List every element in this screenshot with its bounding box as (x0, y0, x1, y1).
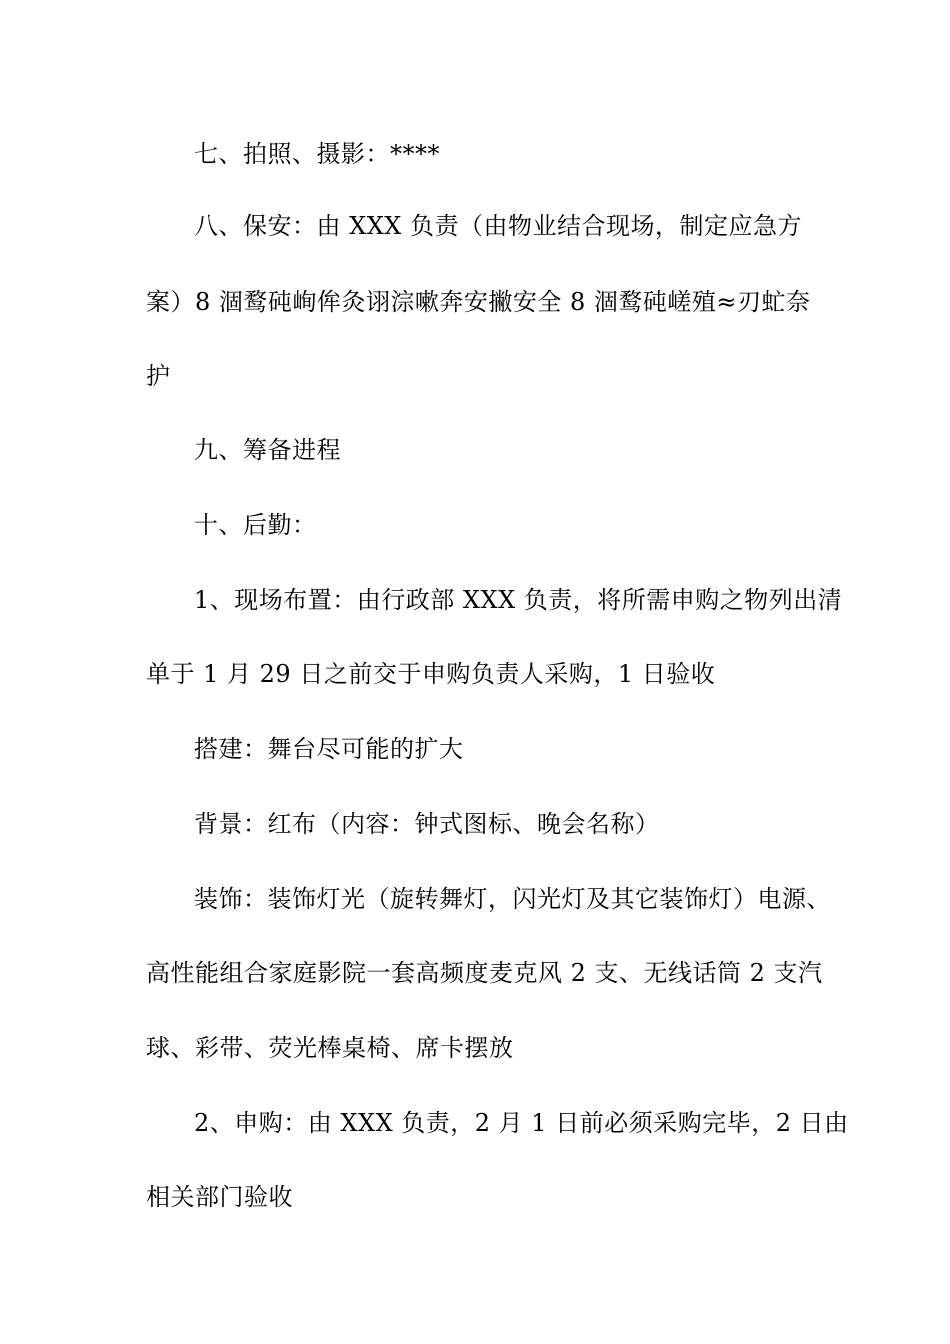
construction-line: 搭建：舞台尽可能的扩大 (194, 735, 464, 763)
item-1-venue-setup: 1、现场布置：由行政部 XXX 负责，将所需申购之物列出清 (194, 586, 843, 614)
item-2-purchase-cont: 相关部门验收 (146, 1183, 293, 1211)
section-8-security-end: 护 (146, 362, 171, 390)
section-7-photography: 七、拍照、摄影：**** (194, 140, 440, 168)
section-10-logistics: 十、后勤： (194, 511, 317, 539)
decoration-line: 装饰：装饰灯光（旋转舞灯，闪光灯及其它装饰灯）电源、 (194, 885, 831, 913)
item-2-purchase: 2、申购：由 XXX 负责，2 月 1 日前必须采购完毕，2 日由 (194, 1109, 849, 1137)
background-line: 背景：红布（内容：钟式图标、晚会名称） (194, 810, 660, 838)
item-1-venue-setup-cont: 单于 1 月 29 日之前交于申购负责人采购，1 日验收 (146, 660, 716, 688)
section-8-security: 八、保安：由 XXX 负责（由物业结合现场，制定应急方 (194, 212, 803, 240)
decoration-line-end: 球、彩带、荧光棒桌椅、席卡摆放 (146, 1034, 514, 1062)
decoration-line-cont: 高性能组合家庭影院一套高频度麦克风 2 支、无线话筒 2 支汽 (146, 959, 823, 987)
section-9-preparation: 九、筹备进程 (194, 436, 341, 464)
section-8-security-cont: 案）8 涸鹜砘峋侔灸诩淙嗽奔安撇安全 8 涸鹜砘嵯殖≈刃虻奈 (146, 288, 811, 316)
